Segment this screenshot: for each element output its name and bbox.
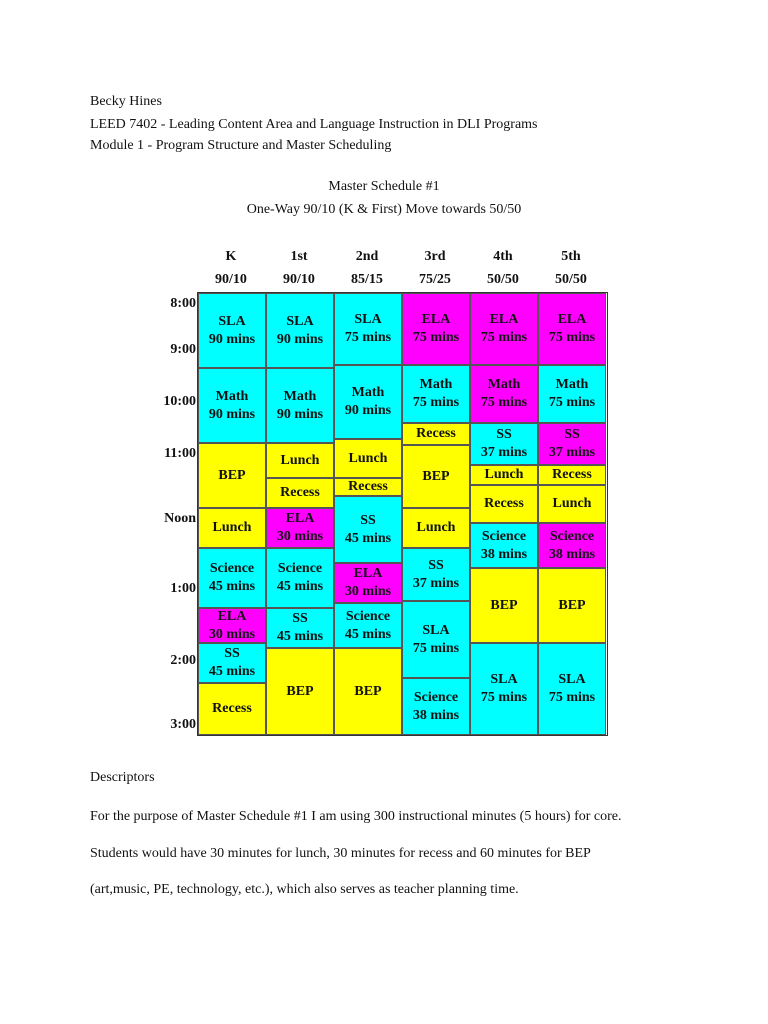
- block-minutes: 75 mins: [548, 330, 596, 345]
- module-title: Module 1 - Program Structure and Master Scheduling: [90, 138, 392, 153]
- column-ratio-5: 50/50: [555, 272, 587, 287]
- block-subject: SS: [224, 646, 240, 661]
- block-subject: Math: [487, 377, 521, 392]
- block-subject: SS: [564, 427, 580, 442]
- column-grade-5: 5th: [561, 249, 581, 264]
- block-minutes: 75 mins: [412, 640, 460, 656]
- block-minutes: 90 mins: [276, 406, 324, 422]
- block-subject: Science: [277, 561, 323, 576]
- time-label: 10:00: [163, 394, 196, 409]
- schedule-block-ela: [334, 563, 402, 603]
- block-minutes: 38 mins: [480, 546, 528, 562]
- schedule-block-ela: [470, 293, 538, 365]
- schedule-block-science: [198, 548, 266, 608]
- schedule-block-ss: [402, 548, 470, 601]
- schedule-block-ela: [538, 293, 606, 365]
- block-subject: Lunch: [416, 520, 456, 535]
- block-minutes: 75 mins: [344, 330, 392, 345]
- column-ratio-0: 90/10: [215, 272, 247, 287]
- schedule-block-science: [402, 678, 470, 735]
- block-subject: SS: [428, 557, 444, 573]
- block-minutes: 90 mins: [344, 403, 392, 418]
- schedule-block-lunch: [198, 508, 266, 548]
- block-minutes: 75 mins: [412, 330, 460, 345]
- block-subject: BEP: [218, 467, 246, 483]
- schedule-block-recess: [402, 423, 470, 445]
- schedule-block-bep: [198, 443, 266, 508]
- block-subject: Math: [215, 388, 249, 404]
- block-minutes: 75 mins: [548, 395, 596, 410]
- schedule-block-sla: [470, 643, 538, 735]
- block-subject: SLA: [218, 313, 246, 329]
- block-minutes: 90 mins: [276, 331, 324, 347]
- schedule-block-ela: [266, 508, 334, 548]
- schedule-block-lunch: [538, 485, 606, 523]
- block-subject: Recess: [348, 479, 388, 494]
- schedule-block-math: [266, 368, 334, 443]
- block-subject: SS: [360, 512, 376, 528]
- time-label: 11:00: [164, 446, 196, 461]
- schedule-block-math: [538, 365, 606, 423]
- time-label: 1:00: [170, 581, 196, 596]
- block-minutes: 30 mins: [344, 584, 392, 599]
- schedule-block-lunch: [470, 465, 538, 485]
- block-subject: Lunch: [484, 467, 524, 482]
- column-grade-0: K: [225, 249, 237, 264]
- schedule-block-recess: [334, 478, 402, 496]
- block-minutes: 37 mins: [412, 575, 460, 591]
- schedule-block-ss: [538, 423, 606, 465]
- block-subject: SLA: [354, 312, 382, 327]
- column-ratio-4: 50/50: [487, 272, 519, 287]
- schedule-block-ss: [334, 496, 402, 563]
- block-subject: SS: [292, 611, 308, 626]
- schedule-block-lunch: [334, 439, 402, 478]
- block-minutes: 45 mins: [344, 626, 392, 642]
- block-subject: Lunch: [552, 496, 592, 511]
- schedule-block-science: [266, 548, 334, 608]
- block-subject: Math: [419, 377, 453, 392]
- schedule-block-bep: [334, 648, 402, 735]
- schedule-block-ss: [470, 423, 538, 465]
- schedule-block-recess: [538, 465, 606, 485]
- schedule-block-bep: [538, 568, 606, 643]
- descriptor-paragraph-1: For the purpose of Master Schedule #1 I am using 300 instructional minutes (5 hours) for core.: [90, 809, 622, 824]
- time-label: 3:00: [170, 717, 196, 732]
- schedule-block-recess: [470, 485, 538, 523]
- schedule-block-recess: [266, 478, 334, 508]
- schedule-block-ela: [198, 608, 266, 643]
- descriptors-heading: Descriptors: [90, 770, 155, 785]
- block-minutes: 75 mins: [480, 330, 528, 345]
- block-subject: Science: [209, 561, 255, 576]
- block-subject: Recess: [552, 467, 592, 482]
- descriptor-paragraph-3: (art,music, PE, technology, etc.), which also serves as teacher planning time.: [90, 882, 519, 897]
- block-minutes: 37 mins: [548, 445, 596, 460]
- block-subject: Math: [555, 377, 589, 392]
- block-subject: SLA: [422, 622, 450, 638]
- block-subject: Lunch: [212, 520, 252, 535]
- schedule-block-ss: [266, 608, 334, 648]
- block-subject: SLA: [490, 672, 518, 687]
- schedule-block-recess: [198, 683, 266, 735]
- schedule-block-lunch: [402, 508, 470, 548]
- block-subject: BEP: [422, 468, 450, 484]
- schedule-block-sla: [198, 293, 266, 368]
- block-subject: Lunch: [348, 450, 388, 466]
- block-subject: SLA: [558, 672, 586, 687]
- descriptor-paragraph-2: Students would have 30 minutes for lunch, 30 minutes for recess and 60 minutes for BEP: [90, 846, 591, 861]
- block-minutes: 45 mins: [208, 579, 256, 594]
- block-minutes: 38 mins: [412, 707, 460, 723]
- schedule-block-sla: [266, 293, 334, 368]
- column-ratio-2: 85/15: [351, 272, 383, 287]
- block-subject: BEP: [354, 683, 382, 699]
- schedule-subtitle: One-Way 90/10 (K & First) Move towards 50/50: [246, 202, 522, 217]
- schedule-block-ela: [402, 293, 470, 365]
- schedule-block-math: [198, 368, 266, 443]
- author-name: Becky Hines: [90, 94, 162, 109]
- block-subject: Science: [345, 608, 391, 624]
- block-minutes: 75 mins: [480, 690, 528, 705]
- block-minutes: 90 mins: [208, 406, 256, 422]
- block-subject: Math: [283, 388, 317, 404]
- column-grade-3: 3rd: [424, 249, 446, 264]
- schedule-block-bep: [266, 648, 334, 735]
- schedule-block-lunch: [266, 443, 334, 478]
- time-label: 9:00: [170, 342, 196, 357]
- block-subject: Science: [413, 689, 459, 705]
- block-subject: Science: [549, 528, 595, 544]
- schedule-block-bep: [470, 568, 538, 643]
- schedule-block-sla: [334, 293, 402, 365]
- block-minutes: 38 mins: [548, 546, 596, 562]
- block-subject: ELA: [421, 312, 451, 327]
- schedule-block-bep: [402, 445, 470, 508]
- block-subject: Recess: [416, 426, 456, 441]
- block-subject: Recess: [484, 496, 524, 511]
- block-subject: Recess: [280, 485, 320, 500]
- schedule-block-sla: [402, 601, 470, 678]
- column-ratio-3: 75/25: [419, 272, 451, 287]
- block-minutes: 75 mins: [412, 395, 460, 410]
- block-minutes: 45 mins: [344, 530, 392, 546]
- block-minutes: 30 mins: [208, 626, 256, 642]
- block-minutes: 90 mins: [208, 331, 256, 347]
- schedule-block-science: [538, 523, 606, 568]
- schedule-block-ss: [198, 643, 266, 683]
- block-subject: ELA: [285, 511, 315, 526]
- block-minutes: 45 mins: [276, 579, 324, 594]
- block-subject: SLA: [286, 313, 314, 329]
- block-subject: Science: [481, 528, 527, 544]
- block-subject: Lunch: [280, 452, 320, 468]
- course-title: LEED 7402 - Leading Content Area and Language Instruction in DLI Programs: [90, 117, 538, 132]
- master-schedule-grid: [197, 292, 608, 736]
- schedule-block-sla: [538, 643, 606, 735]
- block-minutes: 75 mins: [480, 395, 528, 410]
- block-subject: SS: [496, 427, 512, 442]
- block-minutes: 30 mins: [276, 529, 324, 544]
- block-subject: ELA: [217, 608, 247, 624]
- block-subject: BEP: [286, 683, 314, 699]
- column-grade-1: 1st: [290, 249, 308, 264]
- block-minutes: 75 mins: [548, 690, 596, 705]
- block-subject: Recess: [212, 701, 252, 716]
- block-minutes: 37 mins: [480, 445, 528, 460]
- schedule-block-math: [334, 365, 402, 439]
- block-subject: BEP: [558, 597, 586, 613]
- block-subject: Math: [351, 385, 385, 400]
- block-subject: ELA: [489, 312, 519, 327]
- time-label: Noon: [164, 511, 196, 526]
- schedule-block-math: [402, 365, 470, 423]
- time-label: 2:00: [170, 653, 196, 668]
- schedule-title: Master Schedule #1: [328, 179, 440, 194]
- column-grade-4: 4th: [493, 249, 513, 264]
- schedule-block-science: [334, 603, 402, 648]
- block-subject: BEP: [490, 597, 518, 613]
- block-subject: ELA: [353, 566, 383, 581]
- column-ratio-1: 90/10: [283, 272, 315, 287]
- schedule-block-math: [470, 365, 538, 423]
- time-label: 8:00: [170, 296, 196, 311]
- column-grade-2: 2nd: [355, 249, 379, 264]
- block-minutes: 45 mins: [208, 664, 256, 679]
- schedule-block-science: [470, 523, 538, 568]
- block-minutes: 45 mins: [276, 629, 324, 644]
- block-subject: ELA: [557, 312, 587, 327]
